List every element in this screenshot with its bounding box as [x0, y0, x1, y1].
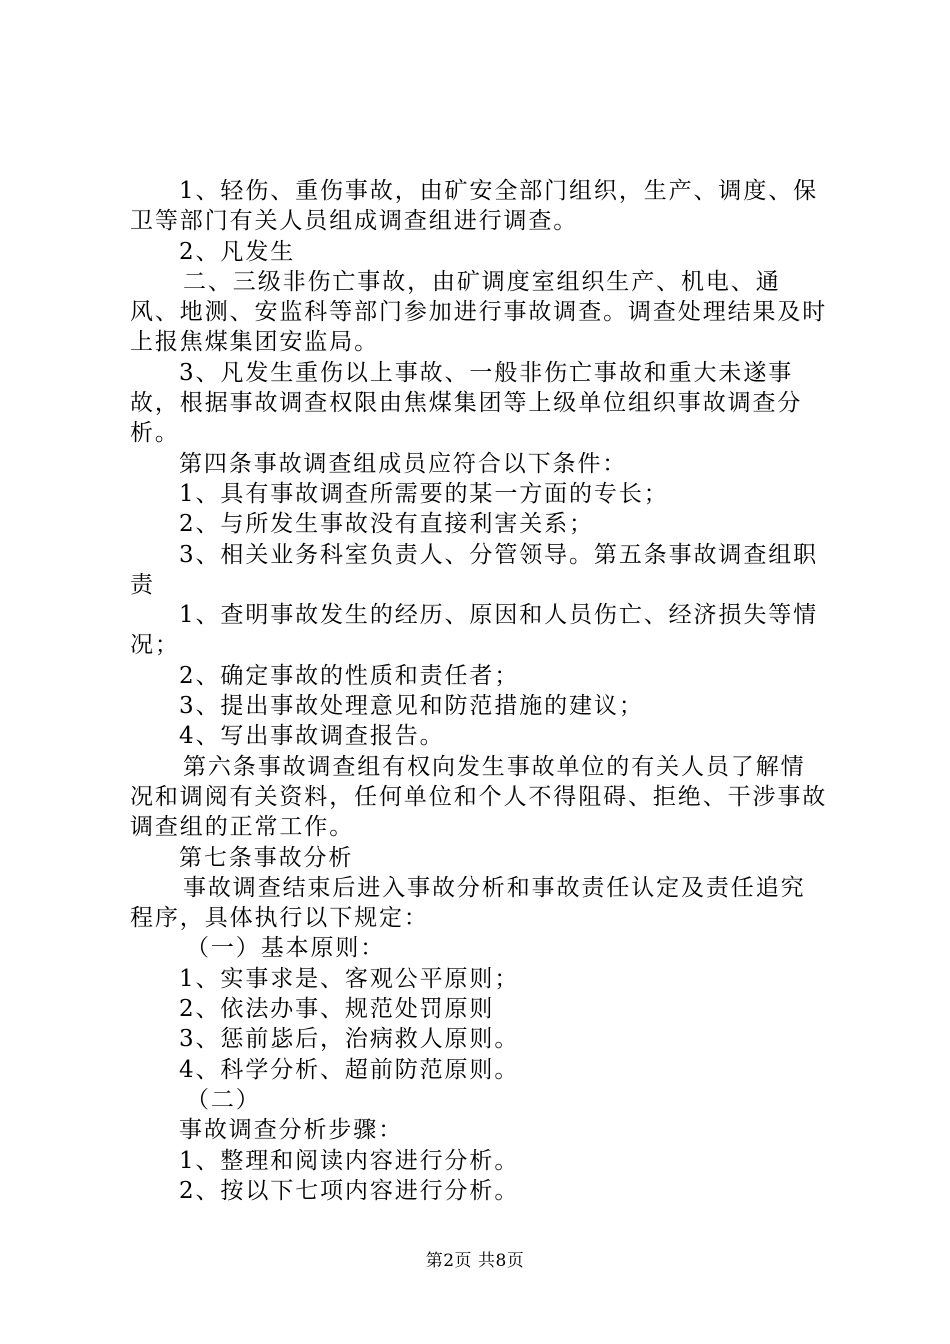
paragraph: 2、按以下七项内容进行分析。: [179, 1177, 520, 1204]
paragraph: 1、整理和阅读内容进行分析。: [179, 1147, 520, 1174]
paragraph: （二）: [186, 1086, 261, 1113]
paragraph: 2、依法办事、规范处罚原则: [179, 996, 495, 1023]
paragraph: 1、轻伤、重伤事故，由矿安全部门组织，生产、调度、保卫等部门有关人员组成调查组进行调查。: [130, 178, 819, 235]
paragraph: 4、科学分析、超前防范原则。: [179, 1056, 520, 1083]
paragraph: 1、实事求是、客观公平原则；: [179, 965, 520, 992]
paragraph: 1、具有事故调查所需要的某一方面的专长；: [179, 480, 669, 507]
paragraph: 4、写出事故调查报告。: [179, 723, 445, 750]
paragraph: （一）基本原则：: [186, 935, 386, 962]
paragraph: 1、查明事故发生的经历、原因和人员伤亡、经济损失等情况；: [130, 602, 819, 659]
page-footer: 第2页 共8页: [425, 1251, 525, 1271]
paragraph: 事故调查分析步骤：: [179, 1117, 404, 1144]
paragraph: 3、相关业务科室负责人、分管领导。第五条事故调查组职责: [130, 541, 819, 598]
paragraph: 3、惩前毖后，治病救人原则。: [179, 1026, 520, 1053]
paragraph: 3、提出事故处理意见和防范措施的建议；: [179, 693, 644, 720]
paragraph: 2、凡发生: [179, 238, 296, 265]
paragraph: 2、与所发生事故没有直接利害关系；: [179, 511, 594, 538]
paragraph: 事故调查结束后进入事故分析和事故责任认定及责任追究程序，具体执行以下规定：: [130, 874, 806, 932]
paragraph: 3、凡发生重伤以上事故、一般非伤亡事故和重大未遂事故，根据事故调查权限由焦煤集团等上级单位组织事故调查分析。: [130, 359, 803, 447]
paragraph: 第六条事故调查组有权向发生事故单位的有关人员了解情况和调阅有关资料，任何单位和个人不得阻碍、拒绝、干涉事故调查组的正常工作。: [130, 753, 828, 841]
paragraph: 二、三级非伤亡事故，由矿调度室组织生产、机电、通风、地测、安监科等部门参加进行事故调查。调查处理结果及时上报焦煤集团安监局。: [130, 268, 828, 356]
paragraph: 第四条事故调查组成员应符合以下条件：: [179, 450, 628, 477]
document-body: [130, 176, 830, 1206]
paragraph: 2、确定事故的性质和责任者；: [179, 662, 520, 689]
paragraph: 第七条事故分析: [179, 844, 354, 871]
